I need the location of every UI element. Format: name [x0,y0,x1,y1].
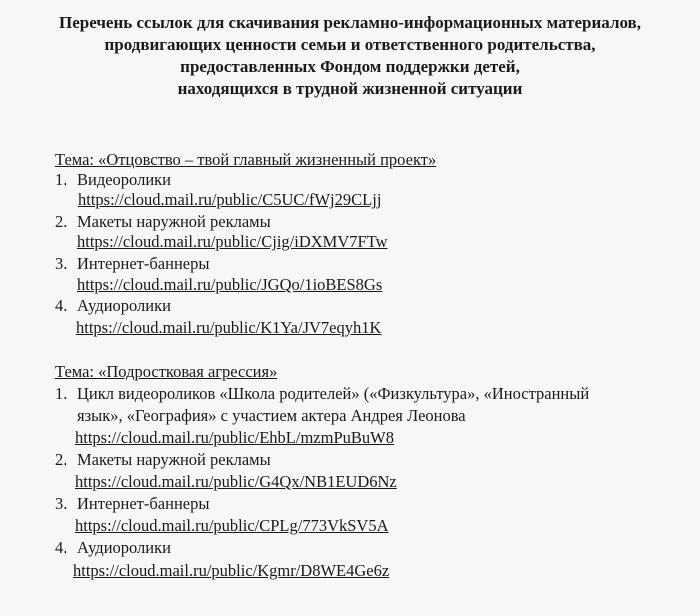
section-2-topic: Тема: «Подростковая агрессия» [55,362,278,381]
section-1-topic: Тема: «Отцовство – твой главный жизненный проект» [55,150,437,169]
item-number: 1. [55,384,68,403]
document-title [0,12,700,100]
section-2-item-2 [55,450,271,470]
item-label: Цикл видеороликов «Школа родителей» («Физкультура», «Иностранный [77,384,590,403]
section-1-item-3 [55,254,209,274]
section-1-item-2-link[interactable]: https://cloud.mail.ru/public/Cjig/iDXMV7FTw [77,232,388,251]
item-number: 3. [55,494,68,513]
section-2-item-2-link[interactable]: https://cloud.mail.ru/public/G4Qx/NB1EUD6Nz [75,472,397,491]
section-2-item-4 [55,538,171,558]
section-2-item-1-label-cont: язык», «География» с участием актера Андрея Леонова [77,406,466,425]
item-number: 2. [55,450,68,469]
title-line-2: продвигающих ценности семьи и ответственного родительства, [104,35,596,54]
section-2-item-1 [55,384,589,404]
item-label: Аудиоролики [77,538,171,557]
item-label: Макеты наружной рекламы [77,450,271,469]
item-number: 4. [55,538,68,557]
item-number: 1. [55,170,68,189]
title-line-4: находящихся в трудной жизненной ситуации [177,79,523,98]
section-1-item-1-link[interactable]: https://cloud.mail.ru/public/C5UC/fWj29CLjj [78,190,382,209]
section-2-item-1-link[interactable]: https://cloud.mail.ru/public/EhbL/mzmPuBuW8 [75,428,394,447]
section-1-item-4-link[interactable]: https://cloud.mail.ru/public/K1Ya/JV7eqyh1K [76,318,382,337]
section-2-item-4-link[interactable]: https://cloud.mail.ru/public/Kgmr/D8WE4Ge6z [73,561,390,580]
section-2-item-3 [55,494,209,514]
section-1-item-1 [55,170,171,190]
item-number: 3. [55,254,68,273]
item-number: 4. [55,296,68,315]
item-number: 2. [55,212,68,231]
item-label: Интернет-баннеры [77,254,210,273]
item-label: Аудиоролики [77,296,171,315]
title-line-1: Перечень ссылок для скачивания рекламно-информационных материалов, [59,13,641,32]
section-1-item-2 [55,212,271,232]
section-1-item-4 [55,296,171,316]
section-2-item-3-link[interactable]: https://cloud.mail.ru/public/CPLg/773VkSV5A [75,516,389,535]
title-line-3: предоставленных Фондом поддержки детей, [180,57,520,76]
section-1-item-3-link[interactable]: https://cloud.mail.ru/public/JGQo/1ioBES8Gs [77,275,383,294]
item-label: Макеты наружной рекламы [77,212,271,231]
item-label: Видеоролики [77,170,171,189]
item-label: Интернет-баннеры [77,494,210,513]
